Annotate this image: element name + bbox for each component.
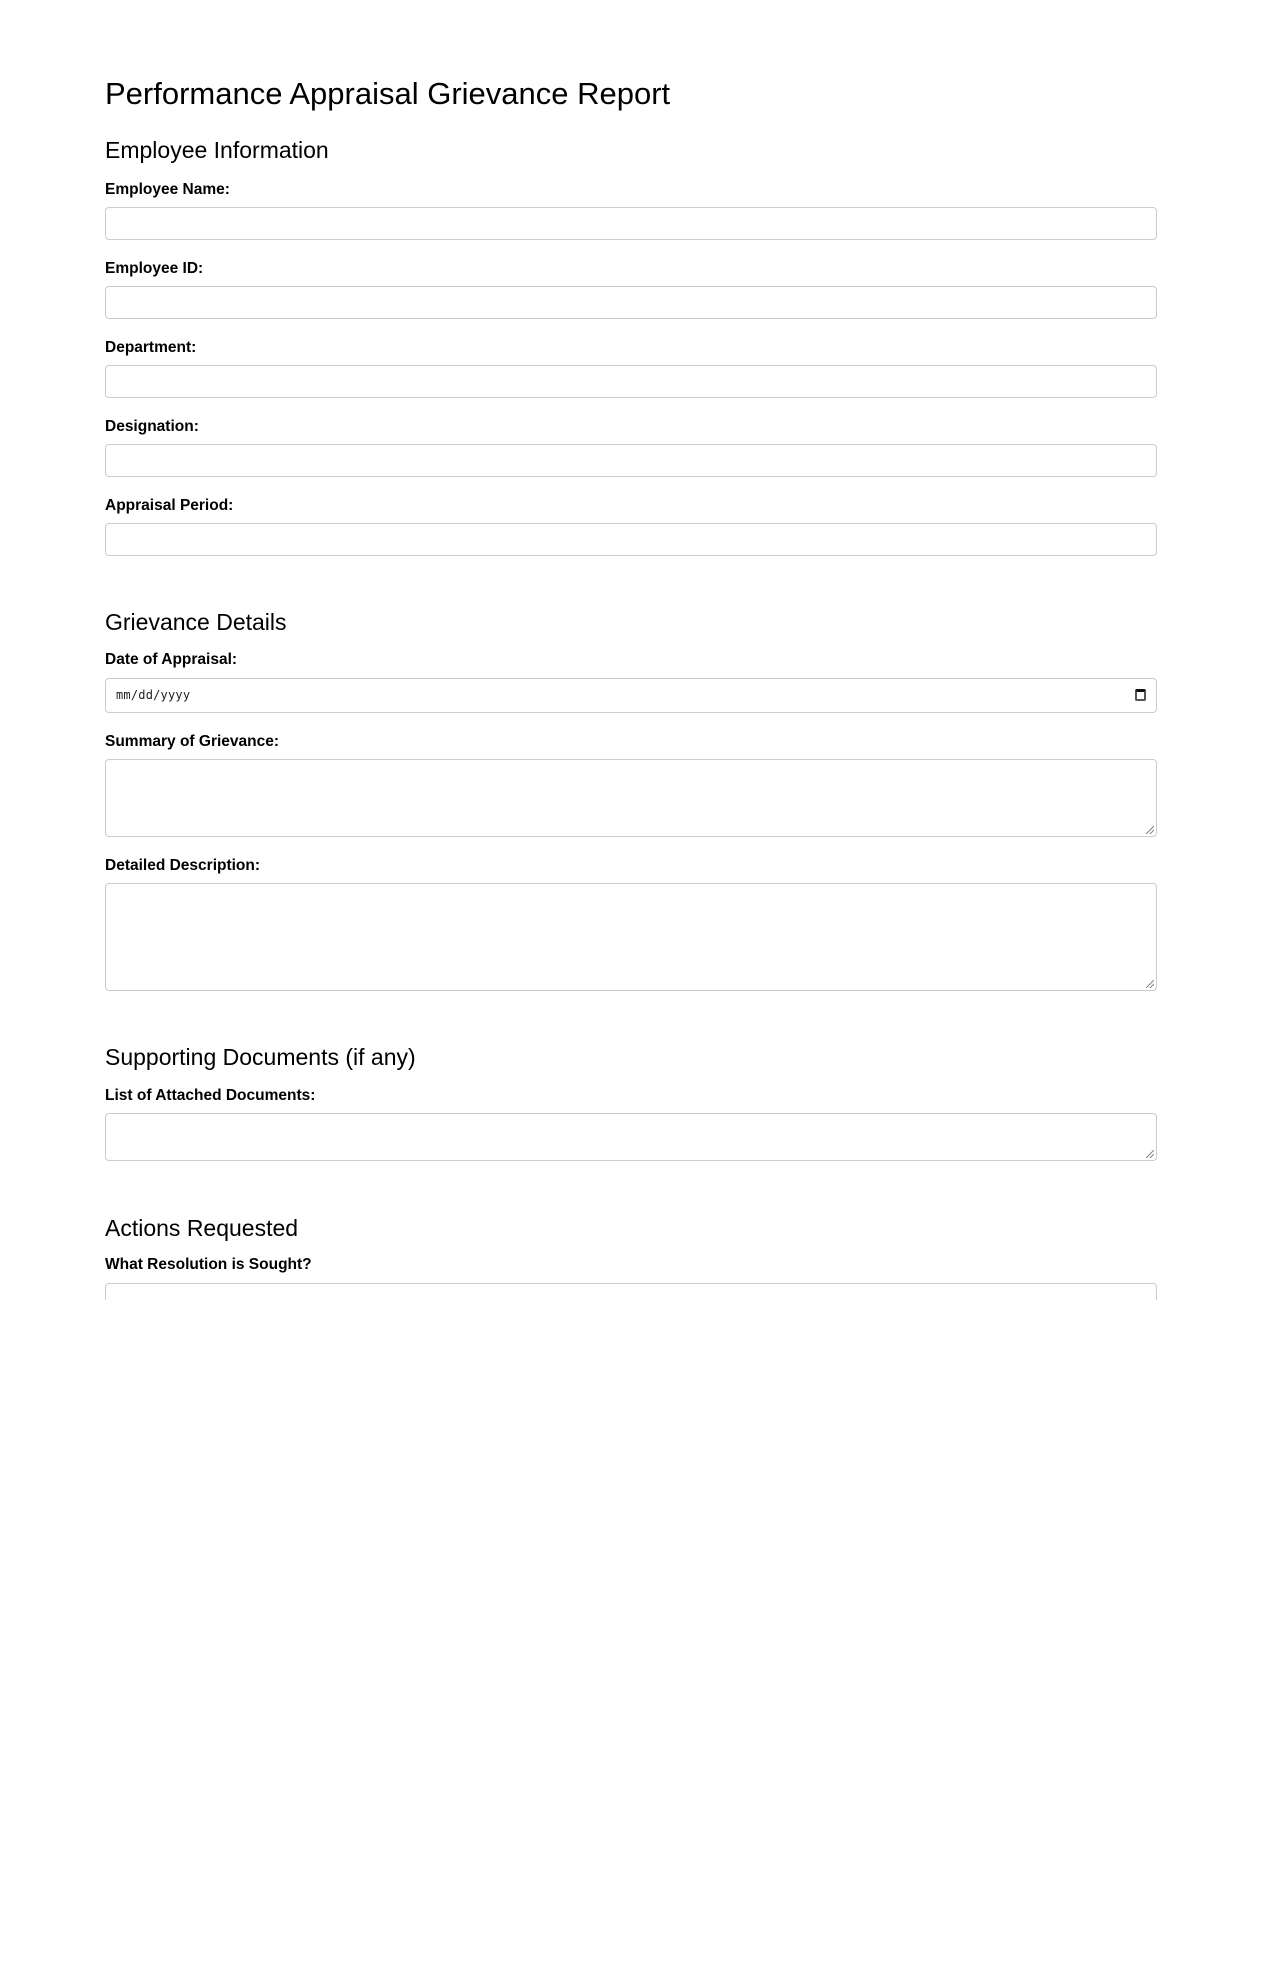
attached-documents-textarea[interactable] — [105, 1113, 1157, 1161]
calendar-icon[interactable] — [1135, 689, 1146, 701]
section-heading-employee-information: Employee Information — [105, 137, 329, 163]
department-label: Department: — [105, 339, 197, 356]
resize-handle-icon[interactable] — [1146, 826, 1154, 834]
resolution-sought-textarea[interactable] — [105, 1283, 1157, 1300]
resize-handle-icon[interactable] — [1146, 1150, 1154, 1158]
employee-name-label: Employee Name: — [105, 181, 230, 198]
appraisal-period-label: Appraisal Period: — [105, 497, 234, 514]
resolution-sought-label: What Resolution is Sought? — [105, 1256, 312, 1273]
section-heading-actions-requested: Actions Requested — [105, 1215, 299, 1241]
date-of-appraisal-label: Date of Appraisal: — [105, 651, 238, 668]
page-title: Performance Appraisal Grievance Report — [105, 76, 671, 111]
employee-id-label: Employee ID: — [105, 260, 204, 277]
designation-input[interactable] — [105, 444, 1157, 477]
grievance-report-form — [105, 0, 1157, 1300]
department-input[interactable] — [105, 365, 1157, 398]
attached-documents-label: List of Attached Documents: — [105, 1087, 316, 1104]
appraisal-period-input[interactable] — [105, 523, 1157, 556]
date-of-appraisal-input[interactable] — [105, 678, 1157, 713]
detailed-description-textarea[interactable] — [105, 883, 1157, 991]
summary-of-grievance-label: Summary of Grievance: — [105, 733, 280, 750]
summary-of-grievance-textarea[interactable] — [105, 759, 1157, 837]
employee-name-input[interactable] — [105, 207, 1157, 240]
employee-id-input[interactable] — [105, 286, 1157, 319]
resize-handle-icon[interactable] — [1146, 980, 1154, 988]
date-placeholder: mm/dd/yyyy — [116, 688, 191, 702]
detailed-description-label: Detailed Description: — [105, 857, 261, 874]
section-heading-supporting-documents: Supporting Documents (if any) — [105, 1044, 416, 1070]
designation-label: Designation: — [105, 418, 199, 435]
section-heading-grievance-details: Grievance Details — [105, 609, 287, 635]
